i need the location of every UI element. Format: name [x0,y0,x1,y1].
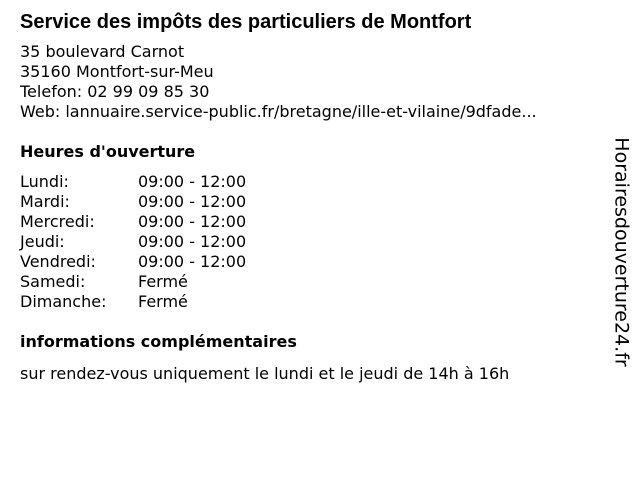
web-line [20,102,600,122]
day-label: Vendredi: [20,252,96,271]
hours-row-jeudi [20,232,600,252]
day-label: Lundi: [20,172,69,191]
hours-row-dimanche [20,292,600,312]
additional-info-heading: informations complémentaires [20,332,297,351]
day-hours: Fermé [138,272,188,291]
opening-hours-heading: Heures d'ouverture [20,142,196,161]
phone-line: Telefon: 02 99 09 85 30 [20,82,210,101]
hours-row-samedi [20,272,600,292]
hours-row-mercredi [20,212,600,232]
office-card [20,10,600,384]
hours-row-vendredi [20,252,600,272]
day-hours: 09:00 - 12:00 [138,192,247,211]
site-watermark-text: Horairesdouverture24.fr [611,136,633,367]
page-title: Service des impôts des particuliers de Montfort [20,11,472,33]
hours-row-lundi [20,172,600,192]
opening-hours-list [20,172,600,312]
day-hours: 09:00 - 12:00 [138,232,247,251]
day-label: Samedi: [20,272,86,291]
address-city: 35160 Montfort-sur-Meu [20,62,214,81]
web-label: Web: [20,102,66,121]
day-hours: 09:00 - 12:00 [138,212,247,231]
additional-info-text: sur rendez-vous uniquement le lundi et le jeudi de 14h à 16h [20,364,510,383]
site-watermark [611,133,633,370]
day-label: Mercredi: [20,212,95,231]
website-link[interactable]: lannuaire.service-public.fr/bretagne/ille-et-vilaine/9dfade... [65,102,537,121]
day-hours: 09:00 - 12:00 [138,172,247,191]
address-street: 35 boulevard Carnot [20,42,185,61]
day-hours: Fermé [138,292,188,311]
hours-row-mardi [20,192,600,212]
day-label: Dimanche: [20,292,107,311]
day-label: Mardi: [20,192,70,211]
day-label: Jeudi: [20,232,65,251]
day-hours: 09:00 - 12:00 [138,252,247,271]
